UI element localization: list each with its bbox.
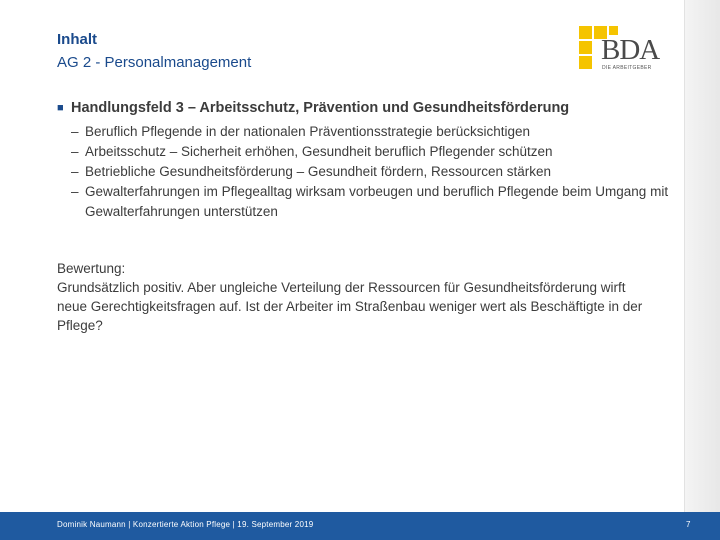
- main-bullet-text: Handlungsfeld 3 – Arbeitsschutz, Prävention und Gesundheitsförderung: [71, 100, 570, 116]
- evaluation-text: Grundsätzlich positiv. Aber ungleiche Verteilung der Ressourcen für Gesundheitsförderung wirft neue Gerechtigkeitsfragen auf. Ist der Arbeiter im Straßenbau weniger wert als Beschäftigte in der Pflege?: [57, 280, 643, 333]
- content-list: [57, 98, 672, 222]
- logo-square: [579, 26, 592, 39]
- logo-square: [579, 56, 592, 69]
- footer-bar: [0, 512, 720, 540]
- right-edge-panel: [684, 0, 720, 540]
- square-bullet-icon: ■: [57, 102, 64, 114]
- footer-text: Dominik Naumann | Konzertierte Aktion Pflege | 19. September 2019: [57, 520, 314, 529]
- list-item-text: Betriebliche Gesundheitsförderung – Gesundheit fördern, Ressourcen stärken: [85, 164, 552, 179]
- list-item-text: Gewalterfahrungen im Pflegealltag wirksam vorbeugen und beruflich Pflegende beim Umgang mit Gewalterfahrungen unterstützen: [85, 184, 669, 219]
- logo-text: BDA: [601, 34, 660, 66]
- main-bullet: [57, 98, 672, 118]
- list-item: [71, 162, 672, 182]
- sub-list: [71, 122, 672, 222]
- logo-tagline: DIE ARBEITGEBER: [602, 65, 652, 71]
- page-title: Inhalt: [57, 31, 97, 48]
- list-item-text: Beruflich Pflegende in der nationalen Präventionsstrategie berücksichtigen: [85, 124, 531, 139]
- list-item: [71, 142, 672, 162]
- dash-icon: –: [71, 124, 79, 139]
- list-item-text: Arbeitsschutz – Sicherheit erhöhen, Gesundheit beruflich Pflegender schützen: [85, 144, 553, 159]
- evaluation-label: Bewertung:: [57, 261, 126, 276]
- evaluation-block: [57, 259, 657, 335]
- page-number: 7: [686, 520, 691, 529]
- page-subtitle: AG 2 - Personalmanagement: [57, 54, 252, 71]
- list-item: [71, 182, 672, 222]
- dash-icon: –: [71, 184, 79, 199]
- dash-icon: –: [71, 164, 79, 179]
- logo-square: [579, 41, 592, 54]
- bda-logo: [579, 26, 659, 74]
- title-block: [57, 30, 251, 73]
- list-item: [71, 122, 672, 142]
- dash-icon: –: [71, 144, 79, 159]
